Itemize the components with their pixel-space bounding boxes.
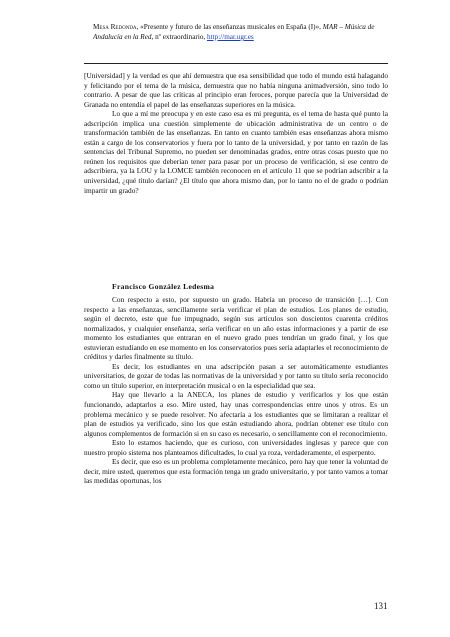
paragraph: Lo que a mí me preocupa y en este caso esa es mi pregunta, es el tema de hasta qué punto la adscripción implica una cuestión simplemente de ubicación administrativa de un centro o de transformación también de las enseñanzas. En tanto en cuanto también esas enseñanzas ahora mismo están a cargo de los conservatorios y fuera por lo tanto de la universidad, y por tanto en razón de las sentencias del Tribunal Supremo, no pueden ser denominadas grados, entre otras cosas puesto que no reúnen los requisitos que deberían tener para pasar por un proceso de verificación, si ese centro de adscribiera, ya la LOU y la LOMCE también reconocen en el artículo 11 que se podrían adscribir a la universidad, ¿qué título darían? ¿El título que ahora mismo dan, por lo tanto no el de grado o podrían impartir un grado? <box>84 109 388 195</box>
header-title: , «Presente y futuro de las enseñanzas musicales en España (I)», <box>136 23 323 31</box>
paragraph: Es decir, los estudiantes en una adscripción pasan a ser automáticamente estudiantes universitarios, de gozar de todas las normativas de la universidad y por tanto su título sería reconocido como un título superior, en interpretación musical o en la especialidad que sea. <box>84 361 388 390</box>
text-block-bottom <box>84 295 388 486</box>
paragraph: Con respecto a esto, por supuesto un grado. Habría un proceso de transición […]. Con respecto a las enseñanzas, sencillamente sería verificar el plan de estudios. Los planes de estudio, según el decreto, este que fue impugnado, según sus artículos son doscientos cuarenta créditos normalizados, y cualquier enseñanza, sería verificar en un año estas informaciones y a partir de ese momento los estudiantes que entraran en el nuevo grado pues tendrían un grado final, y los que estuvieran estudiando en ese momento en los conservatorios pues sería adaptarles el reconocimiento de créditos y darles finalmente su título. <box>84 295 388 362</box>
paragraph: Es decir, que eso es un problema completamente mecánico, pero hay que tener la voluntad de decir, mire usted, queremos que esta formación tenga un grado universitario, y por tanto vamos a tomar las medidas oportunas, los <box>84 457 388 486</box>
speaker-name: Francisco González Ledesma <box>112 282 215 291</box>
running-header <box>93 22 391 42</box>
page-number: 131 <box>374 601 388 611</box>
header-url-link[interactable]: http://mar.ugr.es <box>207 33 254 41</box>
paragraph: [Universidad] y la verdad es que ahí demuestra que esa sensibilidad que todo el mundo está halagando y felicitando por el tema de la música, demuestra que no había ninguna animadversión, sino todo lo contrario. A pesar de que las críticas al principio eran feroces, porque parecía que la Universidad de Granada no entendía el papel de las enseñanzas superiores en la música. <box>84 71 388 109</box>
paragraph: Esto lo estamos haciendo, que es curioso, con universidades inglesas y parece que con nuestro propio sistema nos planteamos dificultades, lo cual ya roza, verdaderamente, el esperpento. <box>84 438 388 457</box>
paragraph: Hay que llevarlo a la ANECA, los planes de estudio y verificarlos y los que están funcionando, adaptarlos a eso. Mire usted, hay unas correspondencias entre unos y otros. Es un problema mecánico y se puede resolver. No afectaría a los estudiantes que se limitaran a realizar el plan de estudios ya verificado, sino los que están estudiando ahora, podrían obtener ese título con algunos complementos de formación si en su caso es necesario, o sencillamente con el reconocimiento. <box>84 390 388 438</box>
header-journal: MAR – Música de Andalucía en la Red <box>93 23 375 41</box>
text-block-top <box>84 71 388 195</box>
header-issue: , nº extraordinario, <box>151 33 208 41</box>
header-divider <box>84 63 388 64</box>
header-author: Mesa Redonda <box>93 23 137 31</box>
